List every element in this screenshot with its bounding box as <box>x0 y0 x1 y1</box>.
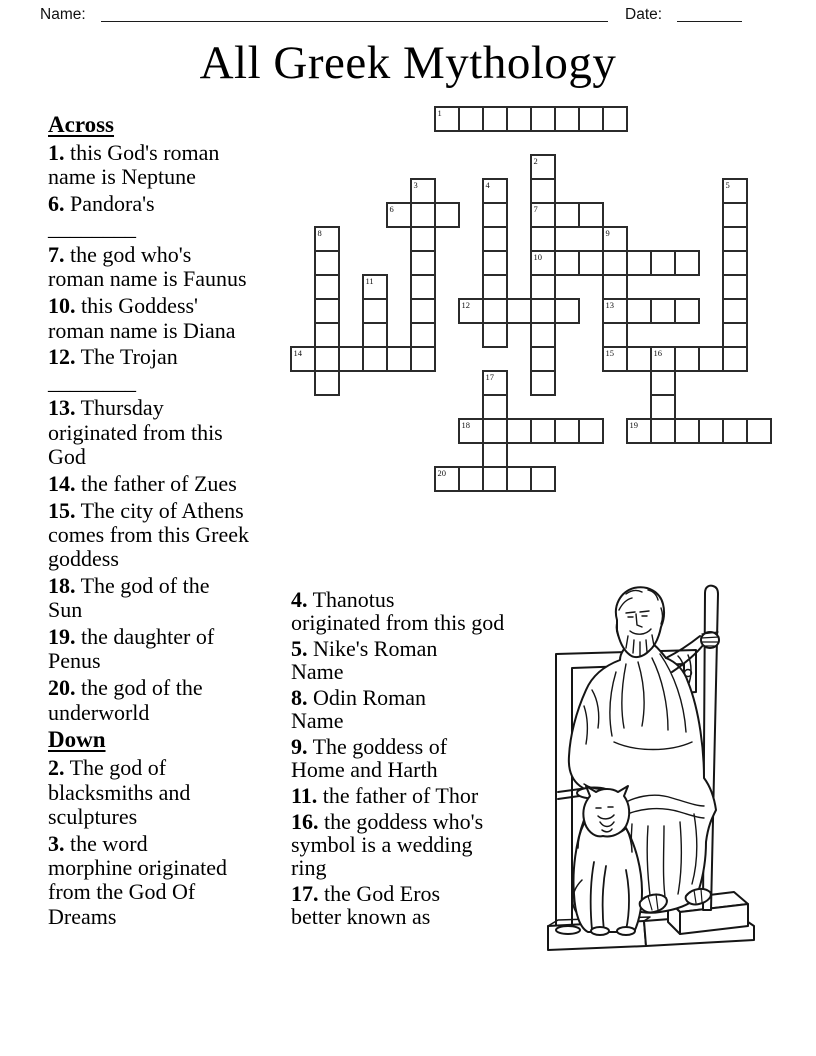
grid-cell <box>675 299 699 323</box>
grid-cell <box>411 203 435 227</box>
clue-across-10: 10. this Goddess' roman name is Diana <box>48 293 236 343</box>
grid-cell <box>315 371 339 395</box>
date-label: Date: <box>625 6 663 23</box>
grid-cell-number: 15 <box>605 348 614 358</box>
grid-cell <box>483 107 507 131</box>
grid-cell <box>507 299 531 323</box>
grid-cell <box>651 251 675 275</box>
grid-cell <box>483 323 507 347</box>
grid-cell <box>483 395 507 419</box>
grid-cell <box>483 227 507 251</box>
grid-cell <box>531 371 555 395</box>
grid-cell <box>315 251 339 275</box>
grid-cell <box>555 251 579 275</box>
clue-across-12: 12. The Trojan ________ <box>48 344 178 394</box>
grid-cell <box>675 347 699 371</box>
grid-cell <box>483 443 507 467</box>
grid-cell-number: 13 <box>605 300 614 310</box>
grid-cell <box>411 347 435 371</box>
grid-cell <box>723 347 747 371</box>
grid-cell <box>483 203 507 227</box>
clue-across-1: 1. this God's roman name is Neptune <box>48 140 220 190</box>
grid-cell-number: 3 <box>413 180 418 190</box>
grid-cell <box>411 323 435 347</box>
across-clue-list <box>48 141 286 725</box>
grid-cell <box>699 419 723 443</box>
grid-cell <box>579 251 603 275</box>
grid-cell <box>555 419 579 443</box>
grid-cell-number: 20 <box>437 468 446 478</box>
grid-cell-number: 8 <box>317 228 322 238</box>
grid-cell <box>579 107 603 131</box>
grid-cell <box>699 347 723 371</box>
grid-cell <box>507 107 531 131</box>
zeus-statue-illustration <box>538 580 760 958</box>
clue-down-5: 5. Nike's Roman Name <box>291 636 438 685</box>
grid-cell <box>603 323 627 347</box>
grid-cell <box>723 275 747 299</box>
clue-across-20: 20. the god of the underworld <box>48 675 203 725</box>
clue-across-19: 19. the daughter of Penus <box>48 624 215 674</box>
grid-cell <box>555 299 579 323</box>
grid-cell <box>723 299 747 323</box>
clue-across-14: 14. the father of Zues <box>48 470 237 496</box>
grid-cell <box>483 467 507 491</box>
crossword-grid <box>287 103 781 501</box>
clue-down-16: 16. the goddess who's symbol is a wedding ring <box>291 808 484 881</box>
clue-across-6: 6. Pandora's ________ <box>48 191 155 241</box>
clue-down-9: 9. The goddess of Home and Harth <box>291 734 448 783</box>
clue-down-11: 11. the father of Thor <box>291 783 479 808</box>
grid-cell <box>723 251 747 275</box>
clue-down-2: 2. The god of blacksmiths and sculptures <box>48 755 191 829</box>
down-clue-list-middle <box>291 588 539 928</box>
grid-cell <box>483 275 507 299</box>
grid-cell <box>459 467 483 491</box>
grid-cell <box>651 371 675 395</box>
down-clue-list-left <box>48 756 286 929</box>
grid-cell <box>747 419 771 443</box>
grid-cell <box>723 419 747 443</box>
grid-cell <box>723 323 747 347</box>
clue-down-17: 17. the God Eros better known as <box>291 881 441 930</box>
grid-cell <box>723 203 747 227</box>
grid-cell <box>411 275 435 299</box>
clue-down-4: 4. Thanotus originated from this god <box>291 587 505 636</box>
clue-down-3: 3. the word morphine originated from the God Of Dreams <box>48 830 228 929</box>
grid-cell <box>435 203 459 227</box>
grid-cell-number: 19 <box>629 420 638 430</box>
grid-cell <box>363 347 387 371</box>
grid-cell <box>411 251 435 275</box>
grid-cell-number: 5 <box>725 180 730 190</box>
clue-across-7: 7. the god who's roman name is Faunus <box>48 242 247 292</box>
across-heading: Across <box>48 112 115 137</box>
grid-cell <box>483 299 507 323</box>
grid-cell-number: 11 <box>365 276 374 286</box>
grid-cell <box>531 323 555 347</box>
grid-cell <box>603 251 627 275</box>
grid-cell-number: 17 <box>485 372 494 382</box>
down-heading: Down <box>48 727 106 753</box>
grid-cell <box>627 347 651 371</box>
grid-cell <box>315 299 339 323</box>
grid-cell <box>507 419 531 443</box>
grid-cell-number: 7 <box>533 204 538 214</box>
grid-cell <box>603 275 627 299</box>
grid-cell <box>315 323 339 347</box>
grid-cell <box>579 203 603 227</box>
grid-cell <box>603 107 627 131</box>
grid-cell <box>555 203 579 227</box>
grid-cell <box>651 299 675 323</box>
clue-across-18: 18. The god of the Sun <box>48 573 210 623</box>
grid-cell <box>627 299 651 323</box>
grid-cell <box>531 419 555 443</box>
grid-cell <box>507 467 531 491</box>
clue-across-13: 13. Thursday originated from this God <box>48 395 223 470</box>
grid-cell <box>363 299 387 323</box>
grid-cell <box>531 179 555 203</box>
grid-cell <box>555 107 579 131</box>
worksheet-header <box>40 6 742 28</box>
grid-cell-number: 2 <box>533 156 538 166</box>
grid-cell <box>483 251 507 275</box>
grid-cell <box>675 251 699 275</box>
grid-cell-number: 6 <box>389 204 394 214</box>
grid-cell <box>315 347 339 371</box>
name-label: Name: <box>40 6 86 23</box>
grid-cell <box>387 347 411 371</box>
grid-cell <box>723 227 747 251</box>
page-title: All Greek Mythology <box>199 37 617 89</box>
grid-cell <box>531 275 555 299</box>
grid-cell <box>675 419 699 443</box>
grid-cell-number: 4 <box>485 180 490 190</box>
grid-cell <box>483 419 507 443</box>
grid-cell <box>411 227 435 251</box>
grid-cell-number: 10 <box>533 252 542 262</box>
grid-cell <box>651 395 675 419</box>
grid-cell <box>651 419 675 443</box>
grid-cell-number: 18 <box>461 420 470 430</box>
grid-cell <box>531 467 555 491</box>
grid-cell <box>531 227 555 251</box>
grid-cell-number: 9 <box>605 228 610 238</box>
grid-cell <box>315 275 339 299</box>
grid-cell-number: 1 <box>437 108 442 118</box>
grid-cell <box>339 347 363 371</box>
grid-cell <box>363 323 387 347</box>
clue-down-8: 8. Odin Roman Name <box>291 685 427 734</box>
grid-cell <box>627 251 651 275</box>
grid-cell <box>411 299 435 323</box>
name-blank-line <box>101 21 608 22</box>
animal-head <box>583 786 629 837</box>
grid-cell <box>531 107 555 131</box>
grid-cell <box>459 107 483 131</box>
grid-cell-number: 12 <box>461 300 470 310</box>
clue-column-left <box>48 112 286 931</box>
grid-cell-number: 16 <box>653 348 662 358</box>
grid-cell-number: 14 <box>293 348 302 358</box>
grid-cell <box>579 419 603 443</box>
grid-cell <box>531 299 555 323</box>
grid-cell <box>531 347 555 371</box>
clue-across-15: 15. The city of Athens comes from this Greek goddess <box>48 497 249 572</box>
clue-column-middle <box>291 588 539 931</box>
date-blank-line <box>677 21 742 22</box>
